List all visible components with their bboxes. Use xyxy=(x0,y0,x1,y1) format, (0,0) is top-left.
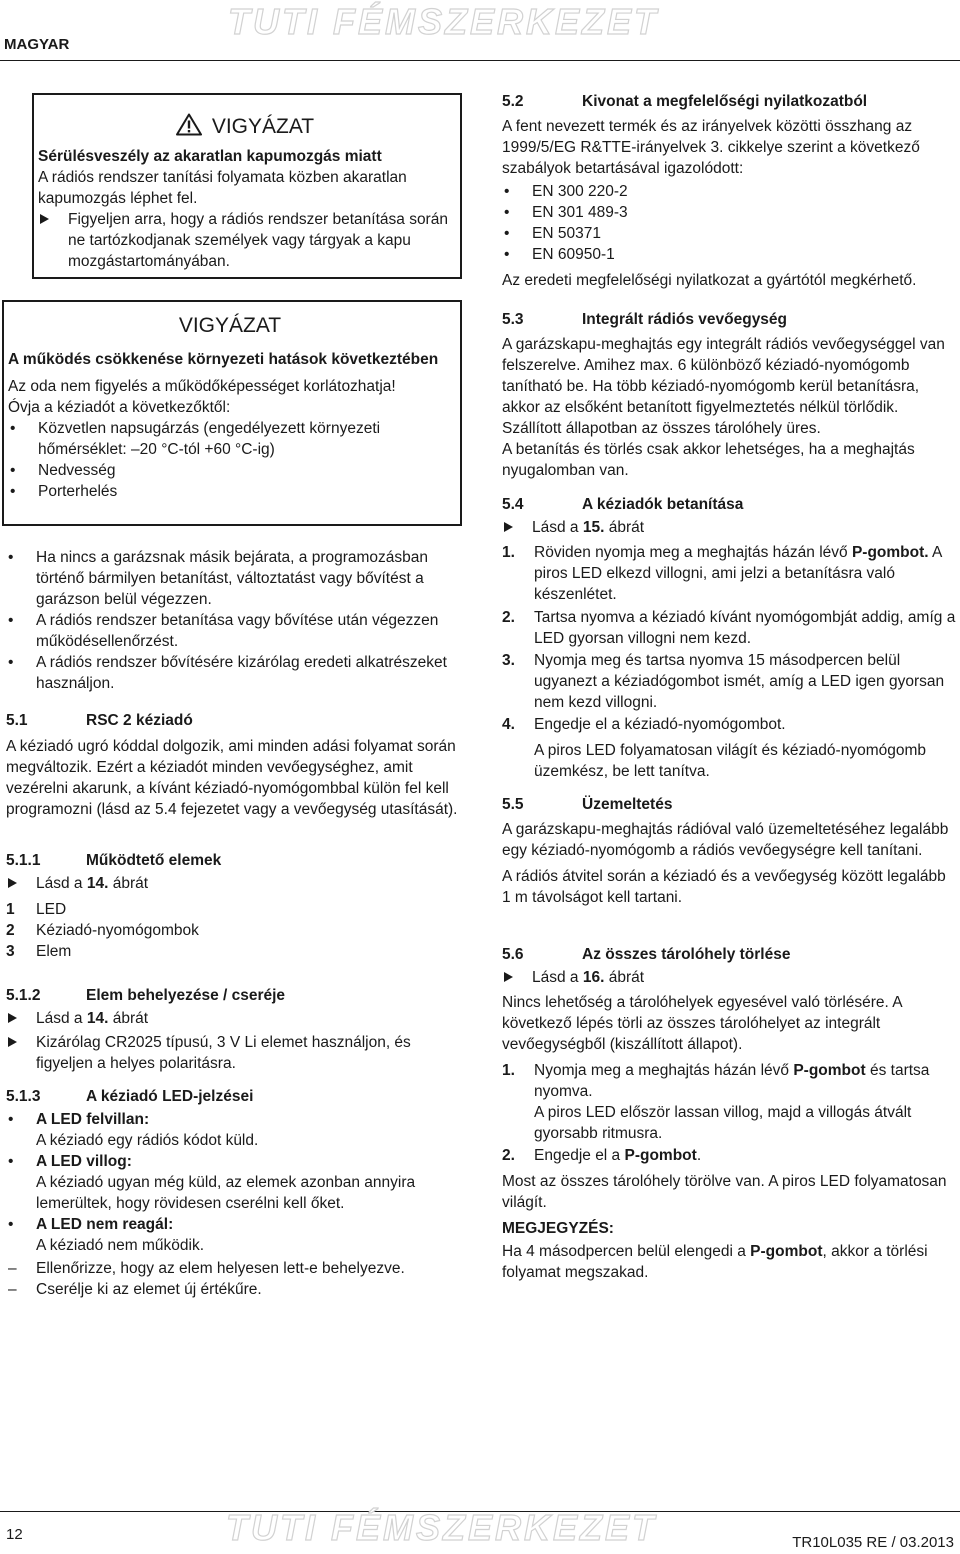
item-number: 3 xyxy=(6,943,15,960)
caution-title-text: VIGYÁZAT xyxy=(211,115,315,138)
step-number: 1. xyxy=(502,544,515,561)
section-paragraph: A betanítás és törlés csak akkor lehetséges, ha a meghajtás nyugalomban van. xyxy=(502,441,915,479)
section-5-1-2 xyxy=(6,985,458,1074)
section-title: Üzemeltetés xyxy=(582,796,673,813)
list-item: • EN 301 489-3 xyxy=(502,202,958,223)
see-figure xyxy=(502,967,958,988)
section-paragraph: A kéziadó ugró kóddal dolgozik, ami minden adási folyamat során megváltozik. Ezért a kéziadót minden vevőegységhez, amit vezérelni akarunk, a kívánt kéziadó-nyomógombbal külön fel kell programozni (lásd az 5.4 fejezetet vagy a vevőegység utasítását). xyxy=(6,738,458,818)
section-5-1 xyxy=(6,710,458,820)
section-paragraph: A garázskapu-meghajtás egy integrált rádiós vevőegységgel van felszerelve. Amihez max. 6 különböző kéziadó-nyomógomb tanítható be. Ha több kéziadó-nyomógomb kerül betanításra, akkor az elsőként betanított figyelmeztetés nélkül törlődik. Szállított állapotban az összes tárolóhely üres. xyxy=(502,336,945,437)
instruction-text: Kizárólag CR2025 típusú, 3 V Li elemet használjon, és figyeljen a helyes polaritásra. xyxy=(36,1034,411,1072)
section-number: 5.2 xyxy=(502,93,524,110)
see-post: ábrát xyxy=(604,969,645,986)
item-text: Ellenőrizze, hogy az elem helyesen lett-e behelyezve. xyxy=(36,1260,405,1277)
section-number: 5.1.3 xyxy=(6,1088,41,1105)
section-number: 5.3 xyxy=(502,311,524,328)
attention-bullet: • Porterhelés xyxy=(8,481,452,502)
step xyxy=(502,650,958,713)
caution-text: A rádiós rendszer tanítási folyamata közben akaratlan kapumozgás léphet fel. xyxy=(38,169,407,207)
step-text: Nyomja meg a meghajtás házán lévő xyxy=(534,1062,794,1079)
step-bold: P-gombot xyxy=(624,1147,697,1164)
section-number: 5.1.2 xyxy=(6,987,41,1004)
section-heading xyxy=(502,944,958,965)
arrow-right-icon xyxy=(504,972,513,982)
arrow-right-icon xyxy=(8,878,17,888)
led-state-title: • A LED villog: xyxy=(36,1153,132,1170)
see-fig: 16. xyxy=(582,969,605,986)
step-bold: P-gombot. xyxy=(851,544,929,561)
see-fig: 14. xyxy=(86,1010,109,1027)
section-heading xyxy=(6,710,458,731)
step-text: Engedje el a xyxy=(534,1147,625,1164)
step xyxy=(502,1145,958,1166)
dash-marker: – xyxy=(8,1281,17,1298)
arrow-right-icon xyxy=(8,1037,17,1047)
attention-title: VIGYÁZAT xyxy=(178,314,282,337)
step-note: A piros LED először lassan villog, majd a villogás átvált gyorsabb ritmusra. xyxy=(534,1104,912,1142)
list-item: • A rádiós rendszer betanítása vagy bővítése után végezzen működésellenőrzést. xyxy=(6,610,458,652)
attention-heading: A működés csökkenése környezeti hatások következtében xyxy=(8,351,439,368)
footer-watermark: TUTI FÉMSZERKEZET xyxy=(226,1507,657,1548)
led-state-text: A kéziadó ugyan még küld, az elemek azonban annyira lemerültek, hogy rövidesen cserélni kell őket. xyxy=(36,1174,416,1212)
caution-title xyxy=(38,113,452,139)
page-number: 12 xyxy=(6,1526,23,1543)
section-5-4 xyxy=(502,494,958,782)
note-text-part: , akkor a törlési folyamat megszakad. xyxy=(502,1243,928,1281)
list-item: • A rádiós rendszer bővítésére kizárólag eredeti alkatrészeket használjon. xyxy=(6,652,458,694)
section-5-5 xyxy=(502,794,958,908)
attention-bullet: • Közvetlen napsugárzás (engedélyezett környezeti hőmérséklet: –20 °C-tól +60 °C-ig) xyxy=(8,418,452,460)
section-number: 5.1 xyxy=(6,712,28,729)
attention-text2: Óvja a kéziadót a következőktől: xyxy=(8,399,231,416)
step-number: 2. xyxy=(502,1147,515,1164)
section-title: RSC 2 kéziadó xyxy=(86,712,193,729)
section-title: Kivonat a megfelelőségi nyilatkozatból xyxy=(582,93,868,110)
see-figure xyxy=(502,517,958,538)
item-number: 1 xyxy=(6,901,15,918)
caution-instruction xyxy=(38,209,452,272)
step-text: Röviden nyomja meg a meghajtás házán lévő xyxy=(534,544,852,561)
step-text: Nyomja meg és tartsa nyomva 15 másodpercen belül ugyanezt a kéziadógombot ismét, amíg a LED igen gyorsan nem kezd villogni. xyxy=(534,652,945,711)
led-state-text: A kéziadó egy rádiós kódot küld. xyxy=(36,1132,259,1149)
list-item xyxy=(6,920,458,941)
list-item: • Ha nincs a garázsnak másik bejárata, a programozásban történő bármilyen betanítást, változtatást vagy bővítést a garázson belül végezzen. xyxy=(6,547,458,610)
caution-heading: Sérülésveszély az akaratlan kapumozgás miatt xyxy=(38,148,382,165)
section-paragraph: A garázskapu-meghajtás rádióval való üzemeltetéséhez legalább egy kéziadó-nyomógomb a rádiós vevőegységre kell tanítani. xyxy=(502,821,949,859)
list-item: • EN 300 220-2 xyxy=(502,181,958,202)
section-5-1-1 xyxy=(6,850,458,962)
document-reference: TR10L035 RE / 03.2013 xyxy=(792,1534,954,1551)
step xyxy=(502,542,958,605)
caution-instruction-text: Figyeljen arra, hogy a rádiós rendszer betanítása során ne tartózkodjanak személyek vagy tárgyak a kapu mozgástartományában. xyxy=(68,211,448,270)
section-title: A kéziadók betanítása xyxy=(582,496,744,513)
section-heading xyxy=(502,494,958,515)
see-fig: 14. xyxy=(86,875,109,892)
caution-box xyxy=(32,93,462,279)
item-number: 2 xyxy=(6,922,15,939)
section-5-6 xyxy=(502,944,958,1213)
section-paragraph: Az eredeti megfelelőségi nyilatkozat a gyártótól megkérhető. xyxy=(502,272,917,289)
section-number: 5.1.1 xyxy=(6,852,41,869)
attention-box xyxy=(2,300,462,526)
step xyxy=(502,1060,958,1102)
note-bold: P-gombot xyxy=(750,1243,823,1260)
instruction xyxy=(6,1032,458,1074)
dash-marker: – xyxy=(8,1260,17,1277)
language-label: MAGYAR xyxy=(4,36,70,53)
warning-triangle-icon xyxy=(176,113,202,136)
step-number: 2. xyxy=(502,609,515,626)
section-title: A kéziadó LED-jelzései xyxy=(86,1088,254,1105)
step-text: Engedje el a kéziadó-nyomógombot. xyxy=(534,716,786,733)
list-item xyxy=(6,1258,458,1279)
attention-text1: Az oda nem figyelés a működőképességet korlátozhatja! xyxy=(8,378,396,395)
step xyxy=(502,607,958,649)
list-item xyxy=(6,1214,458,1256)
see-pre: Lásd a xyxy=(36,875,87,892)
step-number: 3. xyxy=(502,652,515,669)
see-figure xyxy=(6,1008,458,1029)
note-text-part: Ha 4 másodpercen belül elengedi a xyxy=(502,1243,751,1260)
section-title: Integrált rádiós vevőegység xyxy=(582,311,788,328)
section-heading xyxy=(6,985,458,1006)
item-text: LED xyxy=(36,901,67,918)
list-item xyxy=(6,1151,458,1214)
arrow-right-icon xyxy=(40,214,49,224)
step-number: 1. xyxy=(502,1062,515,1079)
section-paragraph: Nincs lehetőség a tárolóhelyek egyesével való törlésére. A következő lépés törli az összes tárolóhelyet az integrált vevőegységből (kiszállított állapot). xyxy=(502,994,902,1053)
section-heading xyxy=(502,794,958,815)
list-item xyxy=(6,941,458,962)
note-title: MEGJEGYZÉS: xyxy=(502,1220,614,1237)
step-bold: P-gombot xyxy=(793,1062,866,1079)
arrow-right-icon xyxy=(504,522,513,532)
section-paragraph: A rádiós átvitel során a kéziadó és a vevőegység között legalább 1 m távolságot kell tartani. xyxy=(502,868,946,906)
section-paragraph: A fent nevezett termék és az irányelvek közötti összhang az 1999/5/EG R&TTE-irányelvek 3. cikkelye szerint a következő szabályok betartásával igazolódott: xyxy=(502,118,920,177)
see-pre: Lásd a xyxy=(532,519,583,536)
see-pre: Lásd a xyxy=(36,1010,87,1027)
section-heading xyxy=(6,850,458,871)
section-5-1-3 xyxy=(6,1086,458,1300)
see-post: ábrát xyxy=(604,519,645,536)
step-text: Tartsa nyomva a kéziadó kívánt nyomógombját addig, amíg a LED gyorsan villogni nem kezd. xyxy=(534,609,956,647)
step xyxy=(502,714,958,735)
step-text: A piros LED elkezd villogni, ami jelzi a betanításra való készenlétet. xyxy=(534,544,942,603)
section-number: 5.6 xyxy=(502,946,524,963)
step-number: 4. xyxy=(502,716,515,733)
see-figure xyxy=(6,873,458,894)
section-title: Elem behelyezése / cseréje xyxy=(86,987,286,1004)
see-fig: 15. xyxy=(582,519,605,536)
item-text: Cserélje ki az elemet új értékűre. xyxy=(36,1281,262,1298)
see-post: ábrát xyxy=(108,1010,149,1027)
attention-bullet: • Nedvesség xyxy=(8,460,452,481)
section-heading xyxy=(502,309,958,330)
section-title: Az összes tárolóhely törlése xyxy=(582,946,791,963)
arrow-right-icon xyxy=(8,1013,17,1023)
header-watermark: TUTI FÉMSZERKEZET xyxy=(228,1,659,42)
step-note: A piros LED folyamatosan világít és kéziadó-nyomógomb üzemkész, be lett tanítva. xyxy=(534,742,927,780)
list-item xyxy=(6,1279,458,1300)
list-item: • EN 50371 xyxy=(502,223,958,244)
see-pre: Lásd a xyxy=(532,969,583,986)
led-state-text: A kéziadó nem működik. xyxy=(36,1237,205,1254)
section-5-2 xyxy=(502,91,958,291)
left-bullets xyxy=(6,547,458,694)
list-item xyxy=(6,899,458,920)
section-title: Működtető elemek xyxy=(86,852,222,869)
section-heading xyxy=(6,1086,458,1107)
list-item xyxy=(6,1109,458,1151)
section-number: 5.4 xyxy=(502,496,524,513)
item-text: Kéziadó-nyomógombok xyxy=(36,922,199,939)
item-text: Elem xyxy=(36,943,72,960)
section-5-3 xyxy=(502,309,958,481)
note-block xyxy=(502,1218,958,1283)
section-heading xyxy=(502,91,958,112)
led-state-title: • A LED nem reagál: xyxy=(36,1216,174,1233)
see-post: ábrát xyxy=(108,875,149,892)
led-state-title: • A LED felvillan: xyxy=(36,1111,150,1128)
step-text: . xyxy=(696,1147,702,1164)
step-text: és tartsa nyomva. xyxy=(534,1062,930,1100)
section-paragraph: Most az összes tárolóhely törölve van. A piros LED folyamatosan világít. xyxy=(502,1173,947,1211)
list-item: • EN 60950-1 xyxy=(502,244,958,265)
note-text xyxy=(502,1241,958,1283)
section-number: 5.5 xyxy=(502,796,524,813)
header-rule xyxy=(0,60,960,61)
